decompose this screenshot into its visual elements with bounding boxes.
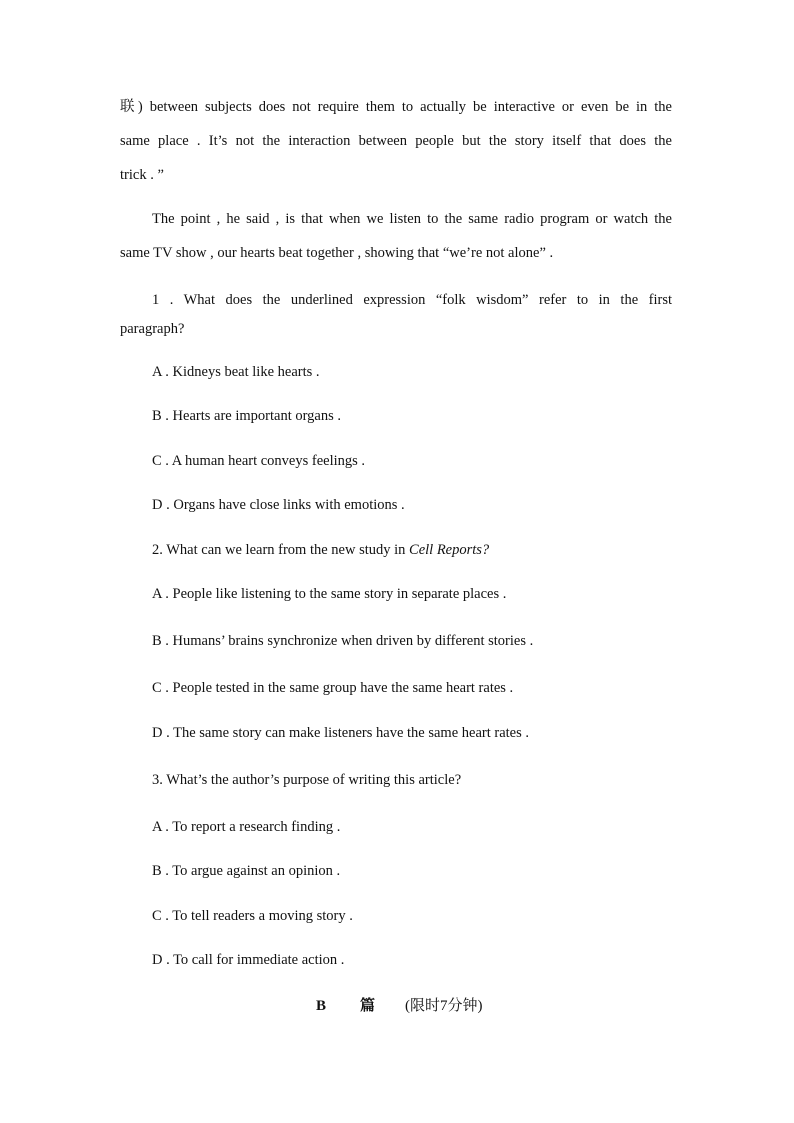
- question-2-stem: [152, 541, 489, 559]
- journal-title: Cell Reports?: [409, 542, 490, 558]
- question-3-option-b: B . To argue against an opinion .: [152, 863, 341, 879]
- question-3-option-c: C . To tell readers a moving story .: [152, 908, 353, 924]
- question-1-stem: 1 . What does the underlined expression “folk wisdom” refer to in the first: [152, 292, 672, 308]
- section-letter: B: [316, 998, 327, 1014]
- passage-line: same place . It’s not the interaction between people but the story itself that does the: [120, 133, 672, 149]
- section-heading: [316, 994, 483, 1015]
- question-2-option-d: D . The same story can make listeners have the same heart rates .: [152, 725, 529, 741]
- passage-line: The point , he said , is that when we listen to the same radio program or watch the: [152, 211, 672, 227]
- section-word: 篇: [360, 998, 376, 1014]
- question-2-stem-text: 2. What can we learn from the new study in: [152, 542, 410, 558]
- question-1-option-d: D . Organs have close links with emotions .: [152, 497, 405, 513]
- passage-line: 联) between subjects does not require them to actually be interactive or even be in the: [120, 99, 672, 115]
- passage-line: same TV show , our hearts beat together , showing that “we’re not alone” .: [120, 245, 554, 261]
- question-3-option-a: A . To report a research finding .: [152, 819, 341, 835]
- question-2-option-a: A . People like listening to the same story in separate places .: [152, 586, 507, 602]
- question-3-option-d: D . To call for immediate action .: [152, 952, 345, 968]
- passage-line: trick . ”: [120, 167, 164, 183]
- question-1-option-a: A . Kidneys beat like hearts .: [152, 364, 320, 380]
- question-1-option-c: C . A human heart conveys feelings .: [152, 453, 366, 469]
- question-1-stem-cont: paragraph?: [120, 321, 185, 337]
- question-2-option-b: B . Humans’ brains synchronize when driven by different stories .: [152, 633, 534, 649]
- question-1-option-b: B . Hearts are important organs .: [152, 408, 341, 424]
- section-time-limit: (限时7分钟): [405, 998, 483, 1014]
- question-3-stem: 3. What’s the author’s purpose of writing this article?: [152, 772, 462, 788]
- question-2-option-c: C . People tested in the same group have the same heart rates .: [152, 680, 514, 696]
